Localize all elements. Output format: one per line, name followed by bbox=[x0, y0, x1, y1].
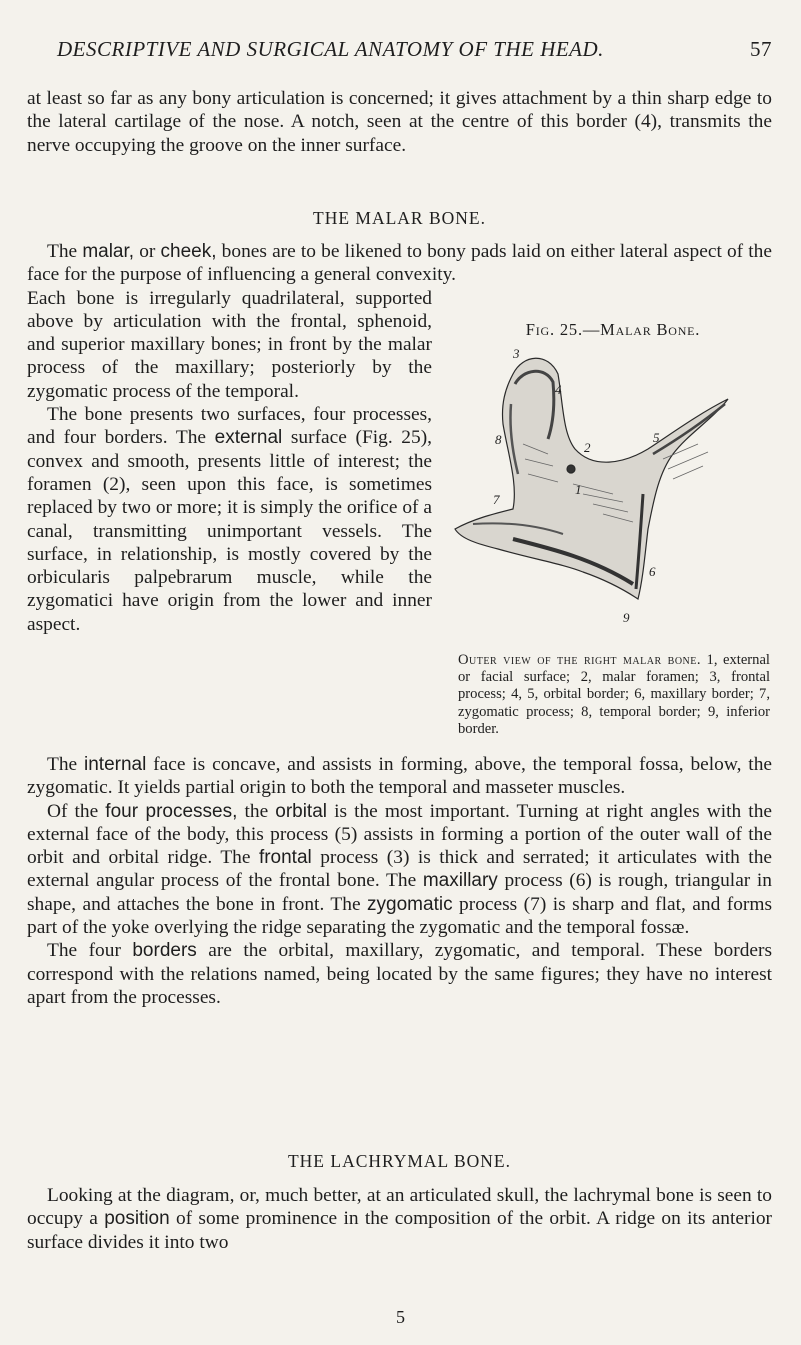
malar-paragraph-2: The bone presents two surfaces, four processes, and four borders. The external surface (Fig. 25), convex and smooth, presents little of interest; the foramen (2), seen upon this face, is sometimes replaced by two or more; it is simply the orifice of a canal, transmitting unimportant vessels. The surface, in relationship, is mostly covered by the orbicularis palpebrarum muscle, while the zygomatici have origin from the lower and inner aspect. bbox=[27, 404, 432, 635]
keyword-orbital: orbital bbox=[275, 800, 327, 822]
malar-p1-continued: Each bone is irregularly quadrilateral, supported above by articulation with the frontal, sphenoid, and superior maxillary bones; in front by the malar process of the maxillary; posteriorly by the zygomatic process of the temporal. bbox=[27, 287, 432, 402]
keyword-cheek: cheek, bbox=[160, 241, 217, 262]
label-7: 7 bbox=[493, 492, 500, 507]
label-4: 4 bbox=[555, 382, 562, 397]
keyword-internal: internal bbox=[84, 754, 147, 775]
keyword-malar: malar, bbox=[82, 241, 135, 262]
keyword-four-processes: four processes, bbox=[105, 800, 238, 822]
intro-paragraph: at least so far as any bony articulation is concerned; it gives attachment by a thin sharp edge to the lateral cartilage of the nose. A notch, seen at the centre of this border (4), transmits the nerve occupying the groove on the inner surface. bbox=[27, 88, 772, 156]
label-6: 6 bbox=[649, 564, 656, 579]
label-3: 3 bbox=[513, 346, 520, 361]
malar-bone-illustration bbox=[453, 344, 753, 644]
keyword-borders: borders bbox=[132, 940, 197, 962]
label-9: 9 bbox=[623, 610, 630, 625]
signature-mark: 5 bbox=[396, 1307, 405, 1327]
section-heading-lachrymal: THE LACHRYMAL BONE. bbox=[287, 1151, 511, 1171]
malar-lower-text bbox=[27, 753, 772, 1009]
malar-p1-full: The malar, or cheek, bones are to be likened to bony pads laid on either lateral aspect of the face for the purpose of influencing a general convexity. bbox=[27, 241, 772, 286]
malar-paragraph-5: The four borders are the orbital, maxillary, zygomatic, and temporal. These borders correspond with the relations named, being located by the same figures; they have no interest apart from the processes. bbox=[27, 940, 772, 1008]
page-number: 57 bbox=[750, 37, 772, 61]
keyword-maxillary: maxillary bbox=[422, 870, 498, 892]
keyword-external: external bbox=[214, 427, 283, 449]
lachrymal-paragraph-1: Looking at the diagram, or, much better, at an articulated skull, the lachrymal bone is seen to occupy a position of some prominence in the composition of the orbit. A ridge on its anterior surface divides it into two bbox=[27, 1185, 772, 1253]
section-heading-malar: THE MALAR BONE. bbox=[313, 208, 486, 228]
label-2: 2 bbox=[584, 440, 591, 455]
label-5: 5 bbox=[653, 430, 660, 445]
figure-caption bbox=[458, 652, 770, 738]
keyword-frontal: frontal bbox=[258, 847, 312, 869]
figure-25 bbox=[428, 320, 773, 738]
malar-paragraph-3: The internal face is concave, and assists in forming, above, the temporal fossa, below, the zygomatic. It yields partial origin to both the temporal and masseter muscles. bbox=[27, 754, 772, 799]
label-8: 8 bbox=[495, 432, 502, 447]
figure-caption-lead: Outer view of the right malar bone. bbox=[458, 652, 702, 668]
running-head-title: DESCRIPTIVE AND SURGICAL ANATOMY OF THE HEAD. bbox=[57, 37, 604, 61]
keyword-position: position bbox=[104, 1208, 170, 1230]
keyword-zygomatic: zygomatic bbox=[367, 893, 453, 915]
figure-caption-body: 1, external or facial surface; 2, malar foramen; 3, frontal process; 4, 5, orbital border; 6, maxillary border; 7, zygomatic process; 8, temporal border; 9, inferior border. bbox=[458, 652, 770, 737]
figure-title: Fig. 25.—Malar Bone. bbox=[525, 320, 701, 339]
malar-paragraph-4: Of the four processes, the orbital is the most important. Turning at right angles with the external face of the body, this process (5) assists in forming a portion of the outer wall of the orbit and orbital ridge. The frontal process (3) is thick and serrated; it articulates with the external angular process of the frontal bone. The maxillary process (6) is rough, triangular in shape, and attaches the bone in front. The zygomatic process (7) is sharp and flat, and forms part of the yoke overlying the ridge separating the zygomatic and the temporal fossæ. bbox=[27, 800, 772, 939]
malar-foramen bbox=[567, 465, 575, 473]
label-1: 1 bbox=[575, 482, 582, 497]
running-head bbox=[27, 37, 772, 67]
